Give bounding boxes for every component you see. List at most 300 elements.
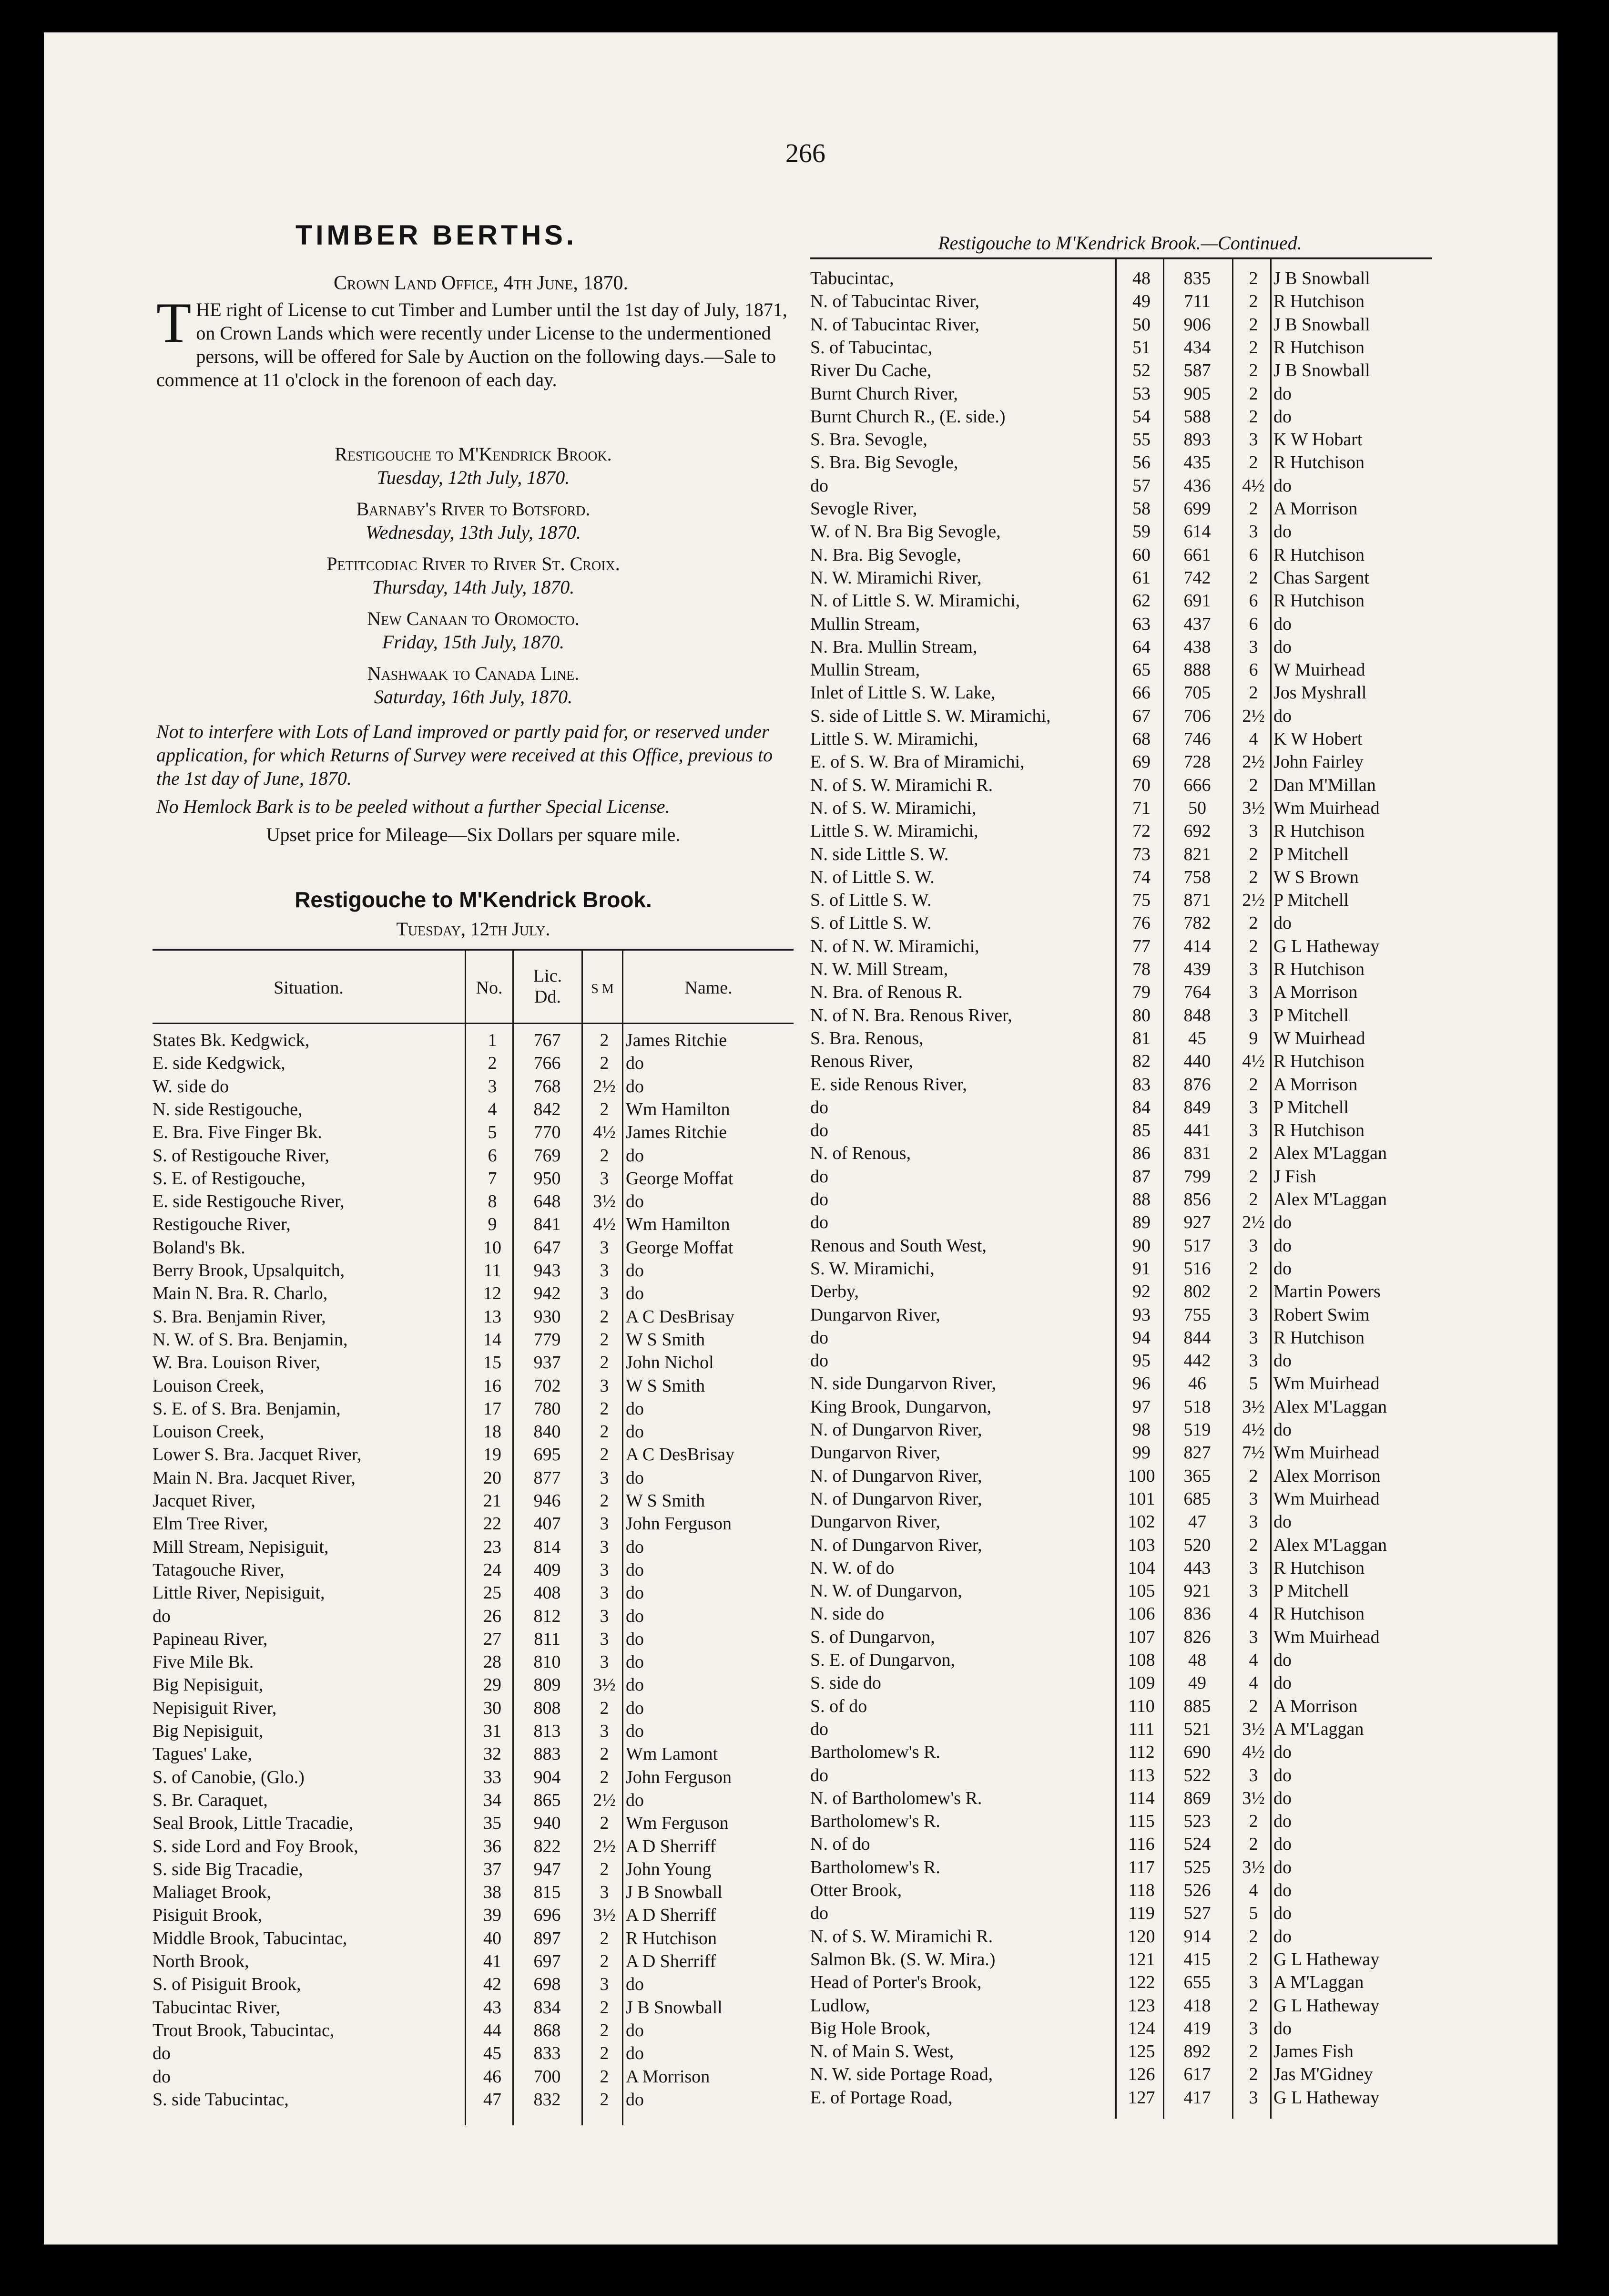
name-cell: Alex M'Laggan bbox=[1273, 1396, 1387, 1417]
number-cell: 22 bbox=[483, 1514, 501, 1534]
license-cell: 588 bbox=[1183, 406, 1211, 427]
schedule-route: New Canaan to Oromocto. bbox=[367, 608, 580, 629]
square-miles-cell: 4 bbox=[1249, 729, 1258, 749]
number-cell: 45 bbox=[483, 2043, 501, 2064]
number-cell: 89 bbox=[1132, 1212, 1151, 1233]
number-cell: 35 bbox=[483, 1813, 501, 1834]
main-title: TIMBER BERTHS. bbox=[295, 220, 577, 251]
name-cell: J B Snowball bbox=[626, 1882, 723, 1903]
situation-cell: S. of Little S. W. bbox=[810, 913, 932, 933]
license-cell: 443 bbox=[1183, 1558, 1211, 1578]
table-row bbox=[810, 359, 1432, 382]
name-cell: do bbox=[1273, 1212, 1292, 1233]
number-cell: 62 bbox=[1132, 591, 1151, 611]
table-row bbox=[153, 2019, 794, 2042]
square-miles-cell: 3 bbox=[1249, 1351, 1258, 1371]
license-cell: 419 bbox=[1183, 2018, 1211, 2039]
table-row bbox=[153, 1397, 794, 1420]
license-cell: 780 bbox=[533, 1398, 561, 1419]
square-miles-cell: 2 bbox=[600, 1030, 609, 1050]
square-miles-cell: 2 bbox=[1249, 314, 1258, 335]
situation-cell: Dungarvon River, bbox=[810, 1443, 940, 1463]
name-cell: A Morrison bbox=[1273, 1696, 1358, 1716]
situation-cell: N. of Little S. W. Miramichi, bbox=[810, 591, 1020, 611]
license-cell: 409 bbox=[533, 1559, 561, 1580]
table-row bbox=[153, 1075, 794, 1098]
situation-cell: N. of Dungarvon River, bbox=[810, 1488, 982, 1509]
table-row bbox=[810, 820, 1432, 842]
number-cell: 14 bbox=[483, 1329, 501, 1350]
number-cell: 21 bbox=[483, 1491, 501, 1511]
square-miles-cell: 3 bbox=[1249, 430, 1258, 450]
name-cell: A Morrison bbox=[1273, 499, 1358, 519]
situation-cell: Mullin Stream, bbox=[810, 614, 920, 634]
square-miles-cell: 3 bbox=[600, 1882, 609, 1903]
situation-cell: do bbox=[810, 1327, 828, 1348]
situation-cell: E. side Kedgwick, bbox=[153, 1053, 285, 1074]
table-row bbox=[153, 1766, 794, 1789]
name-cell: do bbox=[1273, 1811, 1292, 1832]
table-row bbox=[153, 1927, 794, 1950]
table-row bbox=[153, 1121, 794, 1144]
number-cell: 109 bbox=[1128, 1673, 1155, 1693]
license-cell: 437 bbox=[1183, 614, 1211, 634]
number-cell: 100 bbox=[1128, 1466, 1155, 1486]
number-cell: 64 bbox=[1132, 636, 1151, 657]
situation-cell: S. E. of Dungarvon, bbox=[810, 1650, 955, 1670]
license-cell: 841 bbox=[533, 1214, 561, 1235]
table-row bbox=[153, 1190, 794, 1213]
square-miles-cell: 4½ bbox=[1242, 1051, 1265, 1072]
license-cell: 48 bbox=[1188, 1650, 1206, 1670]
table-row bbox=[153, 1558, 794, 1581]
name-cell: Wm Muirhead bbox=[1273, 1374, 1380, 1394]
number-cell: 78 bbox=[1132, 959, 1151, 979]
note-hemlock: No Hemlock Bark is to be peeled without a further Special License. bbox=[156, 796, 670, 817]
name-cell: P Mitchell bbox=[1273, 1005, 1349, 1025]
square-miles-cell: 2 bbox=[1249, 2064, 1258, 2085]
square-miles-cell: 2 bbox=[1249, 936, 1258, 956]
number-cell: 112 bbox=[1128, 1742, 1155, 1763]
situation-cell: E. side Renous River, bbox=[810, 1074, 967, 1095]
header-lic bbox=[514, 965, 581, 1007]
name-cell: A D Sherriff bbox=[626, 1836, 716, 1856]
license-cell: 834 bbox=[533, 1997, 561, 2018]
situation-cell: S. E. of Restigouche, bbox=[153, 1168, 306, 1189]
table-row bbox=[810, 1487, 1432, 1510]
name-cell: do bbox=[1273, 706, 1292, 726]
license-cell: 832 bbox=[533, 2089, 561, 2110]
license-cell: 685 bbox=[1183, 1488, 1211, 1509]
situation-cell: Bartholomew's R. bbox=[810, 1857, 940, 1877]
name-cell: K W Hobert bbox=[1273, 729, 1363, 749]
table-top-rule bbox=[810, 257, 1432, 259]
license-cell: 885 bbox=[1183, 1696, 1211, 1716]
number-cell: 48 bbox=[1132, 268, 1151, 288]
name-cell: do bbox=[1273, 1351, 1292, 1371]
situation-cell: do bbox=[810, 1719, 828, 1739]
square-miles-cell: 2 bbox=[600, 1767, 609, 1787]
number-cell: 86 bbox=[1132, 1143, 1151, 1164]
square-miles-cell: 4½ bbox=[1242, 1420, 1265, 1440]
name-cell: do bbox=[626, 1283, 644, 1304]
license-cell: 904 bbox=[533, 1767, 561, 1787]
section-date: Tuesday, 12th July. bbox=[396, 918, 550, 940]
name-cell: George Moffat bbox=[626, 1237, 733, 1258]
license-cell: 814 bbox=[533, 1537, 561, 1557]
table-row bbox=[153, 1720, 794, 1742]
situation-cell: N. of N. Bra. Renous River, bbox=[810, 1005, 1012, 1025]
situation-cell: do bbox=[153, 2066, 171, 2087]
table-row bbox=[810, 1810, 1432, 1833]
name-cell: John Young bbox=[626, 1859, 712, 1879]
license-cell: 435 bbox=[1183, 452, 1211, 473]
situation-cell: do bbox=[153, 2043, 171, 2064]
name-cell: do bbox=[1273, 1650, 1292, 1670]
table-row bbox=[810, 613, 1432, 636]
name-cell: John Nichol bbox=[626, 1353, 714, 1373]
license-cell: 827 bbox=[1183, 1443, 1211, 1463]
license-cell: 519 bbox=[1183, 1420, 1211, 1440]
notes-block bbox=[156, 720, 790, 851]
square-miles-cell: 5 bbox=[1249, 1903, 1258, 1924]
name-cell: Alex M'Laggan bbox=[1273, 1189, 1387, 1210]
license-cell: 842 bbox=[533, 1099, 561, 1119]
name-cell: R Hutchison bbox=[1273, 591, 1365, 611]
situation-cell: Big Hole Brook, bbox=[810, 2018, 931, 2039]
number-cell: 66 bbox=[1132, 683, 1151, 703]
square-miles-cell: 3 bbox=[1249, 1558, 1258, 1578]
situation-cell: N. of Little S. W. bbox=[810, 867, 935, 887]
name-cell: do bbox=[626, 1790, 644, 1810]
table-row bbox=[810, 1741, 1432, 1763]
square-miles-cell: 2 bbox=[600, 1053, 609, 1074]
license-cell: 812 bbox=[533, 1606, 561, 1626]
situation-cell: S. Bra. Renous, bbox=[810, 1028, 924, 1048]
name-cell: W S Smith bbox=[626, 1375, 705, 1396]
situation-cell: Dungarvon River, bbox=[810, 1304, 940, 1325]
situation-cell: Jacquet River, bbox=[153, 1491, 255, 1511]
license-cell: 888 bbox=[1183, 660, 1211, 680]
number-cell: 114 bbox=[1128, 1788, 1155, 1808]
situation-cell: N. side Little S. W. bbox=[810, 844, 949, 864]
number-cell: 70 bbox=[1132, 775, 1151, 795]
license-cell: 871 bbox=[1183, 890, 1211, 911]
situation-cell: Lower S. Bra. Jacquet River, bbox=[153, 1445, 362, 1465]
table-row bbox=[153, 1628, 794, 1650]
square-miles-cell: 2 bbox=[600, 1329, 609, 1350]
situation-cell: Dungarvon River, bbox=[810, 1512, 940, 1532]
number-cell: 77 bbox=[1132, 936, 1151, 956]
table-row bbox=[153, 1443, 794, 1466]
number-cell: 23 bbox=[483, 1537, 501, 1557]
name-cell: John Ferguson bbox=[626, 1514, 732, 1534]
license-cell: 808 bbox=[533, 1698, 561, 1718]
number-cell: 123 bbox=[1128, 1995, 1155, 2016]
situation-cell: E. side Restigouche River, bbox=[153, 1191, 345, 1212]
license-cell: 728 bbox=[1183, 752, 1211, 772]
name-cell: J B Snowball bbox=[1273, 314, 1370, 335]
situation-cell: N. of N. W. Miramichi, bbox=[810, 936, 979, 956]
situation-cell: N. of Main S. West, bbox=[810, 2041, 954, 2062]
square-miles-cell: 3½ bbox=[1242, 1719, 1265, 1739]
license-cell: 518 bbox=[1183, 1396, 1211, 1417]
header-no: No. bbox=[476, 978, 503, 998]
name-cell: do bbox=[1273, 1512, 1292, 1532]
number-cell: 102 bbox=[1128, 1512, 1155, 1532]
situation-cell: Little River, Nepisiguit, bbox=[153, 1583, 325, 1603]
table-row bbox=[810, 1764, 1432, 1787]
square-miles-cell: 6 bbox=[1249, 614, 1258, 634]
square-miles-cell: 7½ bbox=[1242, 1443, 1265, 1463]
license-cell: 811 bbox=[534, 1629, 560, 1649]
square-miles-cell: 3 bbox=[600, 1583, 609, 1603]
license-cell: 587 bbox=[1183, 360, 1211, 381]
license-cell: 766 bbox=[533, 1053, 561, 1074]
table-row bbox=[810, 1211, 1432, 1234]
square-miles-cell: 3 bbox=[600, 1375, 609, 1396]
number-cell: 69 bbox=[1132, 752, 1151, 772]
license-cell: 699 bbox=[1183, 499, 1211, 519]
square-miles-cell: 2 bbox=[1249, 268, 1258, 288]
license-cell: 418 bbox=[1183, 1995, 1211, 2016]
name-cell: do bbox=[626, 1191, 644, 1212]
number-cell: 46 bbox=[483, 2066, 501, 2087]
square-miles-cell: 3½ bbox=[593, 1191, 616, 1212]
table-row bbox=[153, 1996, 794, 2019]
license-cell: 690 bbox=[1183, 1742, 1211, 1763]
number-cell: 116 bbox=[1128, 1834, 1155, 1855]
table-row bbox=[153, 1213, 794, 1236]
situation-cell: S. side Lord and Foy Brook, bbox=[153, 1836, 358, 1856]
table-row bbox=[810, 1994, 1432, 2017]
number-cell: 91 bbox=[1132, 1258, 1151, 1279]
square-miles-cell: 3½ bbox=[1242, 798, 1265, 818]
license-cell: 647 bbox=[533, 1237, 561, 1258]
number-cell: 93 bbox=[1132, 1304, 1151, 1325]
situation-cell: N. Bra. of Renous R. bbox=[810, 982, 963, 1003]
table-row bbox=[153, 1950, 794, 1973]
number-cell: 37 bbox=[483, 1859, 501, 1879]
table-row bbox=[810, 658, 1432, 681]
situation-cell: W. side do bbox=[153, 1076, 229, 1097]
number-cell: 44 bbox=[483, 2020, 501, 2040]
table-row bbox=[810, 750, 1432, 773]
name-cell: A C DesBrisay bbox=[626, 1306, 734, 1327]
name-cell: K W Hobart bbox=[1273, 430, 1363, 450]
square-miles-cell: 2 bbox=[1249, 383, 1258, 404]
square-miles-cell: 6 bbox=[1249, 660, 1258, 680]
square-miles-cell: 3 bbox=[1249, 1627, 1258, 1647]
name-cell: A Morrison bbox=[1273, 982, 1358, 1003]
table-row bbox=[810, 774, 1432, 797]
table-row bbox=[810, 1234, 1432, 1257]
square-miles-cell: 4½ bbox=[593, 1214, 616, 1235]
table-row bbox=[153, 1144, 794, 1167]
situation-cell: Ludlow, bbox=[810, 1995, 870, 2016]
number-cell: 6 bbox=[488, 1145, 497, 1166]
license-cell: 614 bbox=[1183, 522, 1211, 542]
license-cell: 840 bbox=[533, 1422, 561, 1442]
square-miles-cell: 2 bbox=[1249, 913, 1258, 933]
name-cell: do bbox=[1273, 1673, 1292, 1693]
name-cell: G L Hatheway bbox=[1273, 1949, 1380, 1969]
table-row bbox=[810, 1833, 1432, 1855]
situation-cell: Boland's Bk. bbox=[153, 1237, 245, 1258]
number-cell: 58 bbox=[1132, 499, 1151, 519]
license-cell: 865 bbox=[533, 1790, 561, 1810]
license-cell: 921 bbox=[1183, 1581, 1211, 1601]
situation-cell: do bbox=[810, 1097, 828, 1117]
table-row bbox=[810, 866, 1432, 889]
table-row bbox=[810, 1925, 1432, 1948]
name-cell: R Hutchison bbox=[1273, 1051, 1365, 1072]
number-cell: 103 bbox=[1128, 1535, 1155, 1555]
license-cell: 770 bbox=[533, 1122, 561, 1143]
situation-cell: N. W. side Portage Road, bbox=[810, 2064, 993, 2085]
license-cell: 524 bbox=[1183, 1834, 1211, 1855]
situation-cell: N. of S. W. Miramichi R. bbox=[810, 1926, 993, 1947]
table-row bbox=[810, 267, 1432, 290]
square-miles-cell: 3 bbox=[600, 1652, 609, 1672]
license-cell: 648 bbox=[533, 1191, 561, 1212]
table-row bbox=[810, 2063, 1432, 2086]
square-miles-cell: 2 bbox=[1249, 1834, 1258, 1855]
license-cell: 768 bbox=[533, 1076, 561, 1097]
license-cell: 937 bbox=[533, 1353, 561, 1373]
table-row bbox=[153, 2088, 794, 2111]
name-cell: do bbox=[1273, 1834, 1292, 1855]
number-cell: 99 bbox=[1132, 1443, 1151, 1463]
situation-cell: Main N. Bra. Jacquet River, bbox=[153, 1467, 356, 1488]
license-cell: 706 bbox=[1183, 706, 1211, 726]
name-cell: R Hutchison bbox=[1273, 1120, 1365, 1141]
situation-cell: S. E. of S. Bra. Benjamin, bbox=[153, 1398, 341, 1419]
table-row bbox=[810, 405, 1432, 428]
square-miles-cell: 3 bbox=[600, 1974, 609, 1995]
square-miles-cell: 5 bbox=[1249, 1374, 1258, 1394]
situation-cell: S. of Little S. W. bbox=[810, 890, 932, 911]
number-cell: 55 bbox=[1132, 430, 1151, 450]
square-miles-cell: 3 bbox=[1249, 1972, 1258, 1993]
schedule-date: Saturday, 16th July, 1870. bbox=[374, 686, 573, 707]
square-miles-cell: 4½ bbox=[593, 1122, 616, 1143]
name-cell: Wm Muirhead bbox=[1273, 1488, 1380, 1509]
square-miles-cell: 2 bbox=[1249, 1696, 1258, 1716]
license-cell: 946 bbox=[533, 1491, 561, 1511]
table-row bbox=[810, 497, 1432, 520]
table-row bbox=[153, 1742, 794, 1765]
table-row bbox=[810, 1004, 1432, 1027]
license-cell: 702 bbox=[533, 1375, 561, 1396]
license-cell: 434 bbox=[1183, 337, 1211, 358]
name-cell: Martin Powers bbox=[1273, 1281, 1381, 1302]
table-row bbox=[153, 1605, 794, 1628]
situation-cell: Little S. W. Miramichi, bbox=[810, 821, 978, 841]
table-row bbox=[810, 451, 1432, 474]
name-cell: Wm Muirhead bbox=[1273, 1443, 1380, 1463]
square-miles-cell: 3 bbox=[600, 1261, 609, 1281]
situation-cell: Seal Brook, Little Tracadie, bbox=[153, 1813, 354, 1834]
number-cell: 17 bbox=[483, 1398, 501, 1419]
situation-cell: N. side Dungarvon River, bbox=[810, 1374, 997, 1394]
square-miles-cell: 2 bbox=[600, 1951, 609, 1971]
table-row bbox=[810, 1948, 1432, 1971]
square-miles-cell: 4 bbox=[1249, 1650, 1258, 1670]
number-cell: 26 bbox=[483, 1606, 501, 1626]
number-cell: 31 bbox=[483, 1721, 501, 1741]
situation-cell: S. Bra. Sevogle, bbox=[810, 430, 927, 450]
table-row bbox=[810, 1165, 1432, 1188]
number-cell: 50 bbox=[1132, 314, 1151, 335]
situation-cell: Pisiguit Brook, bbox=[153, 1905, 263, 1926]
square-miles-cell: 9 bbox=[1249, 1028, 1258, 1048]
square-miles-cell: 2 bbox=[600, 1859, 609, 1879]
name-cell: Wm Lamont bbox=[626, 1744, 718, 1764]
situation-cell: N. side do bbox=[810, 1604, 885, 1624]
situation-cell: N. W. of do bbox=[810, 1558, 895, 1578]
license-cell: 892 bbox=[1183, 2041, 1211, 2062]
name-cell: John Fairley bbox=[1273, 752, 1364, 772]
license-cell: 692 bbox=[1183, 821, 1211, 841]
situation-cell: do bbox=[810, 1189, 828, 1210]
square-miles-cell: 2 bbox=[1249, 337, 1258, 358]
square-miles-cell: 2 bbox=[1249, 844, 1258, 864]
number-cell: 38 bbox=[483, 1882, 501, 1903]
square-miles-cell: 2 bbox=[600, 1422, 609, 1442]
license-cell: 516 bbox=[1183, 1258, 1211, 1279]
number-cell: 40 bbox=[483, 1928, 501, 1948]
name-cell: J Fish bbox=[1273, 1166, 1316, 1187]
license-cell: 836 bbox=[1183, 1604, 1211, 1624]
situation-cell: do bbox=[810, 1903, 828, 1924]
table-row bbox=[810, 1027, 1432, 1050]
number-cell: 25 bbox=[483, 1583, 501, 1603]
number-cell: 2 bbox=[488, 1053, 497, 1074]
name-cell: do bbox=[626, 1467, 644, 1488]
square-miles-cell: 4 bbox=[1249, 1604, 1258, 1624]
name-cell: R Hutchison bbox=[1273, 452, 1365, 473]
number-cell: 73 bbox=[1132, 844, 1151, 864]
license-cell: 617 bbox=[1183, 2064, 1211, 2085]
license-cell: 930 bbox=[533, 1306, 561, 1327]
situation-cell: Salmon Bk. (S. W. Mira.) bbox=[810, 1949, 996, 1969]
situation-cell: Little S. W. Miramichi, bbox=[810, 729, 978, 749]
square-miles-cell: 3 bbox=[1249, 1765, 1258, 1785]
name-cell: do bbox=[1273, 383, 1292, 404]
square-miles-cell: 3 bbox=[1249, 1327, 1258, 1348]
number-cell: 74 bbox=[1132, 867, 1151, 887]
square-miles-cell: 2½ bbox=[593, 1076, 616, 1097]
name-cell: J B Snowball bbox=[626, 1997, 723, 2018]
name-cell: G L Hatheway bbox=[1273, 1995, 1380, 2016]
square-miles-cell: 2 bbox=[1249, 1811, 1258, 1832]
number-cell: 84 bbox=[1132, 1097, 1151, 1117]
situation-cell: E. of Portage Road, bbox=[810, 2087, 953, 2108]
situation-cell: do bbox=[810, 1120, 828, 1141]
license-cell: 940 bbox=[533, 1813, 561, 1834]
name-cell: James Ritchie bbox=[626, 1030, 727, 1050]
situation-cell: Main N. Bra. R. Charlo, bbox=[153, 1283, 328, 1304]
number-cell: 115 bbox=[1128, 1811, 1155, 1832]
table-row bbox=[810, 1395, 1432, 1418]
table-row bbox=[810, 1441, 1432, 1464]
table-row bbox=[810, 1902, 1432, 1925]
license-cell: 810 bbox=[533, 1652, 561, 1672]
number-cell: 39 bbox=[483, 1905, 501, 1926]
license-cell: 415 bbox=[1183, 1949, 1211, 1969]
square-miles-cell: 3 bbox=[1249, 522, 1258, 542]
